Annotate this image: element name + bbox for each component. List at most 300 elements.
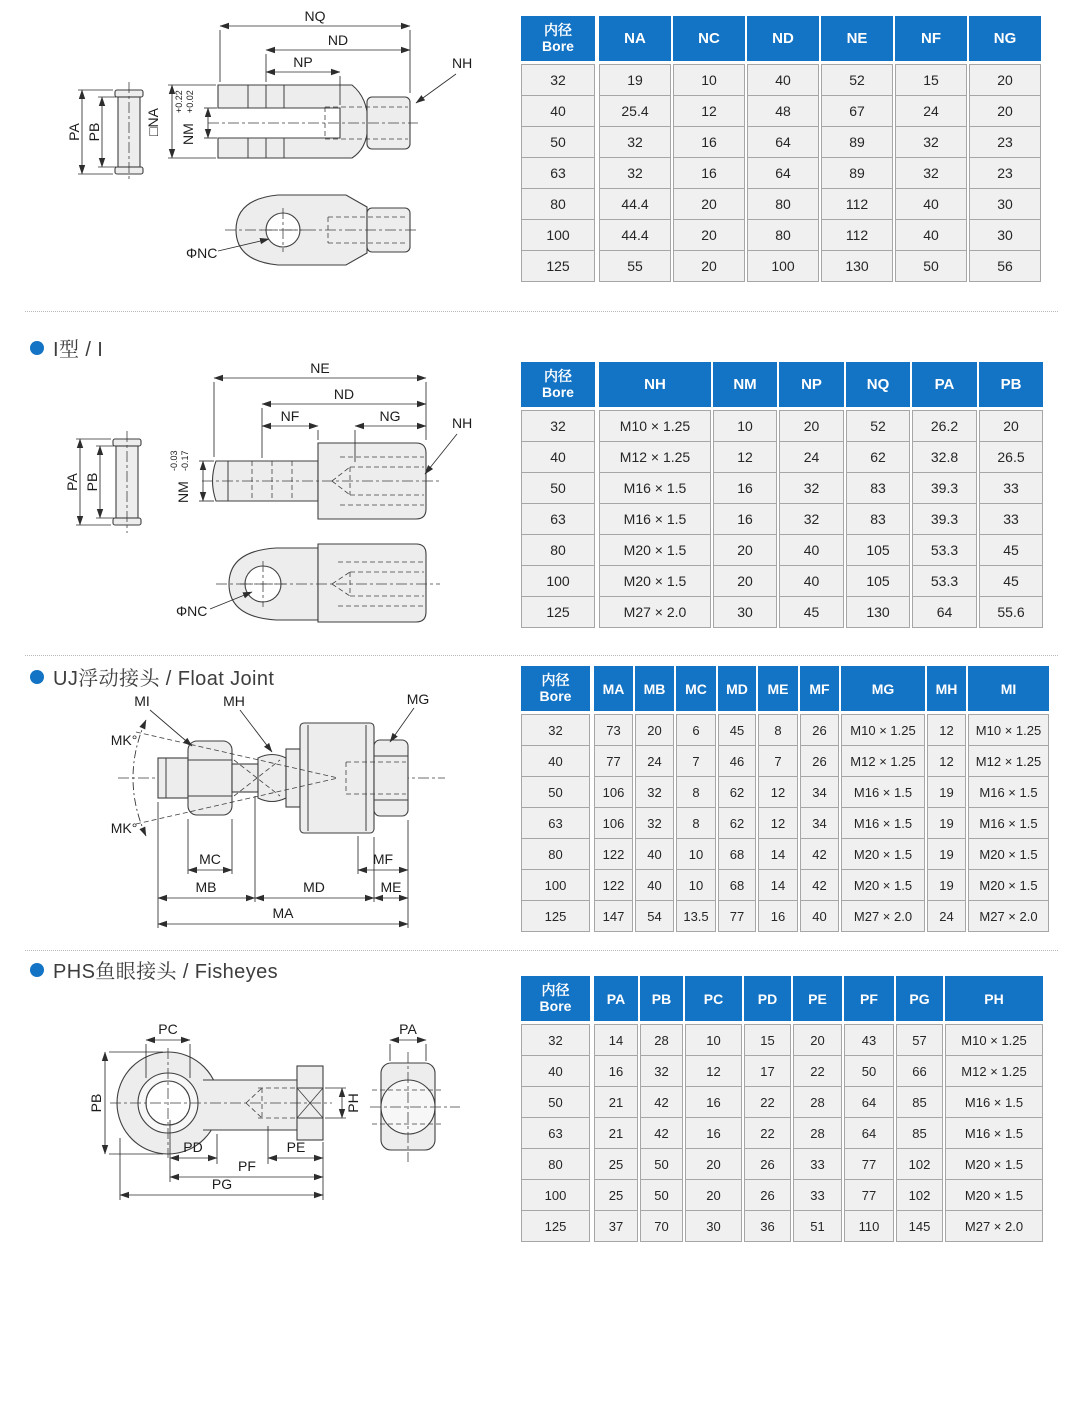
- bore-cell: 80: [521, 189, 595, 220]
- bore-cell: 50: [521, 1087, 590, 1118]
- value-cell: 21: [594, 1118, 638, 1149]
- dim-label-nm: NM: [180, 123, 196, 145]
- dim-label-mg: MG: [406, 691, 430, 707]
- bore-header: 内径 Bore: [521, 362, 595, 410]
- value-cell: 32: [779, 473, 844, 504]
- value-cell: 77: [594, 746, 633, 777]
- dim-label-phi-nc: ΦNC: [186, 245, 218, 261]
- value-cell: 33: [793, 1180, 842, 1211]
- bullet-icon: [30, 341, 44, 355]
- column-header: PA: [912, 362, 977, 410]
- value-cell: 30: [685, 1211, 742, 1242]
- value-cell: 55.6: [979, 597, 1043, 628]
- bore-cell: 125: [521, 1211, 590, 1242]
- value-cell: 10: [676, 870, 716, 901]
- value-cell: 89: [821, 158, 893, 189]
- value-cell: M16 × 1.5: [599, 473, 711, 504]
- value-cell: 73: [594, 714, 633, 746]
- value-cell: 130: [846, 597, 910, 628]
- value-cell: 26: [800, 714, 839, 746]
- value-cell: 89: [821, 127, 893, 158]
- value-cell: 25: [594, 1180, 638, 1211]
- value-cell: 45: [979, 566, 1043, 597]
- value-cell: M20 × 1.5: [841, 839, 925, 870]
- table-row: [521, 839, 1049, 870]
- column-header: MB: [635, 666, 674, 714]
- value-cell: 40: [635, 870, 674, 901]
- value-cell: 16: [685, 1118, 742, 1149]
- value-cell: 62: [718, 777, 756, 808]
- value-cell: 34: [800, 777, 839, 808]
- diagram-fisheye: [20, 1000, 500, 1250]
- value-cell: 10: [713, 410, 777, 442]
- dim-label-pb: PB: [86, 122, 102, 142]
- value-cell: 40: [779, 535, 844, 566]
- column-header: PA: [594, 976, 638, 1024]
- value-cell: 42: [640, 1087, 683, 1118]
- bore-cell: 32: [521, 64, 595, 96]
- table-row: [521, 158, 1041, 189]
- value-cell: 8: [676, 777, 716, 808]
- value-cell: 20: [673, 251, 745, 282]
- value-cell: M27 × 2.0: [968, 901, 1049, 932]
- dim-label-mc: MC: [199, 851, 221, 867]
- dim-label-pd: PD: [183, 1139, 203, 1155]
- bore-cell: 32: [521, 1024, 590, 1056]
- table-row: [521, 1087, 1043, 1118]
- column-header: ND: [747, 16, 819, 64]
- table-row: [521, 1118, 1043, 1149]
- dim-label-pa: PA: [399, 1021, 417, 1037]
- value-cell: 32: [599, 127, 671, 158]
- diagram-y-clevis: [20, 10, 500, 290]
- dim-label-mk-top: MK°: [110, 732, 138, 748]
- value-cell: 6: [676, 714, 716, 746]
- dim-label-pb: PB: [84, 472, 100, 492]
- value-cell: 33: [979, 504, 1043, 535]
- dim-label-pb: PB: [88, 1093, 104, 1113]
- tolerance-upper: +0.22: [174, 90, 184, 113]
- bullet-icon: [30, 670, 44, 684]
- bore-cell: 32: [521, 714, 590, 746]
- value-cell: 22: [744, 1087, 791, 1118]
- value-cell: 48: [747, 96, 819, 127]
- table-row: [521, 746, 1049, 777]
- value-cell: 25.4: [599, 96, 671, 127]
- value-cell: 64: [912, 597, 977, 628]
- section-divider: [25, 311, 1058, 312]
- bore-cell: 63: [521, 808, 590, 839]
- table-row: [521, 566, 1043, 597]
- column-header: PB: [979, 362, 1043, 410]
- value-cell: 85: [896, 1087, 943, 1118]
- value-cell: M16 × 1.5: [841, 808, 925, 839]
- value-cell: 20: [685, 1149, 742, 1180]
- value-cell: 13.5: [676, 901, 716, 932]
- value-cell: 23: [969, 127, 1041, 158]
- value-cell: 17: [744, 1056, 791, 1087]
- value-cell: M16 × 1.5: [599, 504, 711, 535]
- value-cell: 19: [927, 777, 966, 808]
- pin-side-view: [64, 431, 141, 533]
- value-cell: 19: [927, 870, 966, 901]
- value-cell: 54: [635, 901, 674, 932]
- dim-label-ph: PH: [345, 1093, 361, 1113]
- clevis-bottom-view: [186, 195, 418, 265]
- value-cell: 43: [844, 1024, 894, 1056]
- value-cell: 22: [793, 1056, 842, 1087]
- value-cell: 53.3: [912, 566, 977, 597]
- value-cell: 20: [713, 535, 777, 566]
- value-cell: 22: [744, 1118, 791, 1149]
- value-cell: M10 × 1.25: [841, 714, 925, 746]
- table-row: [521, 714, 1049, 746]
- float-joint-view: [111, 691, 445, 928]
- value-cell: M16 × 1.5: [945, 1087, 1043, 1118]
- value-cell: 39.3: [912, 504, 977, 535]
- bore-header: 内径 Bore: [521, 666, 590, 714]
- value-cell: 64: [747, 127, 819, 158]
- value-cell: 16: [758, 901, 798, 932]
- value-cell: 12: [713, 442, 777, 473]
- dim-label-nd: ND: [327, 32, 349, 48]
- value-cell: 32.8: [912, 442, 977, 473]
- value-cell: 12: [685, 1056, 742, 1087]
- column-header: MF: [800, 666, 839, 714]
- value-cell: M16 × 1.5: [841, 777, 925, 808]
- table-row: [521, 1056, 1043, 1087]
- bore-cell: 50: [521, 473, 595, 504]
- value-cell: 110: [844, 1211, 894, 1242]
- dim-label-pf: PF: [238, 1158, 256, 1174]
- value-cell: M16 × 1.5: [968, 808, 1049, 839]
- value-cell: 64: [747, 158, 819, 189]
- value-cell: M16 × 1.5: [968, 777, 1049, 808]
- dim-label-nh: NH: [452, 415, 473, 431]
- value-cell: 25: [594, 1149, 638, 1180]
- dim-label-pa: PA: [64, 473, 80, 491]
- i-type-front-view: [169, 362, 472, 519]
- value-cell: M27 × 2.0: [841, 901, 925, 932]
- bore-cell: 80: [521, 535, 595, 566]
- value-cell: 8: [676, 808, 716, 839]
- column-header: NG: [969, 16, 1041, 64]
- value-cell: 145: [896, 1211, 943, 1242]
- column-header: PG: [896, 976, 943, 1024]
- value-cell: 26: [800, 746, 839, 777]
- value-cell: M20 × 1.5: [599, 535, 711, 566]
- column-header: PB: [640, 976, 683, 1024]
- value-cell: 64: [844, 1118, 894, 1149]
- bore-cell: 40: [521, 96, 595, 127]
- column-header: PD: [744, 976, 791, 1024]
- dim-label-nf: NF: [280, 408, 300, 424]
- column-header: NH: [599, 362, 711, 410]
- section-divider: [25, 950, 1058, 951]
- dimension-table-fisheye: [519, 976, 1045, 1242]
- bore-cell: 100: [521, 566, 595, 597]
- bore-cell: 63: [521, 158, 595, 189]
- tolerance-lower: +0.02: [185, 90, 195, 113]
- fisheye-front-view: [88, 1021, 361, 1200]
- dim-label-phi-nc: ΦNC: [176, 603, 208, 619]
- column-header: NC: [673, 16, 745, 64]
- table-row: [521, 189, 1041, 220]
- bore-cell: 125: [521, 251, 595, 282]
- diagram-float-joint: [20, 690, 500, 940]
- column-header: NF: [895, 16, 967, 64]
- value-cell: 12: [673, 96, 745, 127]
- value-cell: M10 × 1.25: [945, 1024, 1043, 1056]
- dim-label-pc: PC: [158, 1021, 178, 1037]
- dim-label-mf: MF: [372, 851, 394, 867]
- value-cell: 112: [821, 189, 893, 220]
- bore-cell: 100: [521, 1180, 590, 1211]
- value-cell: 26.5: [979, 442, 1043, 473]
- column-header: NM: [713, 362, 777, 410]
- table-row: [521, 1211, 1043, 1242]
- value-cell: 62: [718, 808, 756, 839]
- value-cell: 37: [594, 1211, 638, 1242]
- value-cell: 40: [895, 189, 967, 220]
- value-cell: 20: [969, 96, 1041, 127]
- column-header: MH: [927, 666, 966, 714]
- value-cell: 40: [747, 64, 819, 96]
- dim-label-ng: NG: [379, 408, 401, 424]
- column-header: MA: [594, 666, 633, 714]
- column-header: MD: [718, 666, 756, 714]
- bore-cell: 100: [521, 220, 595, 251]
- value-cell: 24: [779, 442, 844, 473]
- value-cell: 52: [846, 410, 910, 442]
- tolerance-upper: -0.03: [169, 450, 179, 471]
- value-cell: 105: [846, 535, 910, 566]
- value-cell: 77: [844, 1180, 894, 1211]
- value-cell: 33: [979, 473, 1043, 504]
- value-cell: 32: [779, 504, 844, 535]
- clevis-front-view: [145, 10, 472, 158]
- table-row: [521, 808, 1049, 839]
- dim-label-nd: ND: [333, 386, 355, 402]
- value-cell: 16: [673, 158, 745, 189]
- dim-label-mh: MH: [223, 693, 245, 709]
- bore-cell: 63: [521, 504, 595, 535]
- dimension-table-y-clevis: [519, 16, 1043, 282]
- column-header: NE: [821, 16, 893, 64]
- value-cell: 52: [821, 64, 893, 96]
- value-cell: 32: [640, 1056, 683, 1087]
- value-cell: 14: [758, 870, 798, 901]
- value-cell: 50: [640, 1149, 683, 1180]
- value-cell: 42: [800, 870, 839, 901]
- value-cell: 40: [895, 220, 967, 251]
- value-cell: 16: [713, 504, 777, 535]
- value-cell: 30: [969, 189, 1041, 220]
- bore-cell: 40: [521, 746, 590, 777]
- value-cell: 30: [713, 597, 777, 628]
- value-cell: 40: [779, 566, 844, 597]
- bore-cell: 40: [521, 442, 595, 473]
- value-cell: 55: [599, 251, 671, 282]
- column-header: NP: [779, 362, 844, 410]
- value-cell: 45: [718, 714, 756, 746]
- bore-cell: 80: [521, 839, 590, 870]
- value-cell: 40: [635, 839, 674, 870]
- value-cell: 23: [969, 158, 1041, 189]
- value-cell: M20 × 1.5: [945, 1149, 1043, 1180]
- i-type-bottom-view: [176, 544, 440, 622]
- bore-cell: 63: [521, 1118, 590, 1149]
- value-cell: 24: [927, 901, 966, 932]
- value-cell: 147: [594, 901, 633, 932]
- column-header: MI: [968, 666, 1049, 714]
- value-cell: 106: [594, 777, 633, 808]
- value-cell: 85: [896, 1118, 943, 1149]
- value-cell: 16: [685, 1087, 742, 1118]
- value-cell: 12: [927, 714, 966, 746]
- value-cell: 50: [640, 1180, 683, 1211]
- dim-label-nm: NM: [175, 481, 191, 503]
- dim-label-mi: MI: [134, 693, 150, 709]
- value-cell: 10: [676, 839, 716, 870]
- value-cell: 20: [673, 189, 745, 220]
- value-cell: 26: [744, 1149, 791, 1180]
- dim-label-mk-bottom: MK°: [110, 820, 138, 836]
- value-cell: 42: [800, 839, 839, 870]
- column-header: NA: [599, 16, 671, 64]
- value-cell: 8: [758, 714, 798, 746]
- table-row: [521, 64, 1041, 96]
- value-cell: M20 × 1.5: [968, 870, 1049, 901]
- value-cell: 66: [896, 1056, 943, 1087]
- value-cell: 102: [896, 1149, 943, 1180]
- section-divider: [25, 655, 1058, 656]
- value-cell: 106: [594, 808, 633, 839]
- value-cell: M20 × 1.5: [599, 566, 711, 597]
- value-cell: 33: [793, 1149, 842, 1180]
- value-cell: 20: [673, 220, 745, 251]
- value-cell: 51: [793, 1211, 842, 1242]
- value-cell: 16: [713, 473, 777, 504]
- value-cell: 28: [793, 1118, 842, 1149]
- value-cell: 10: [673, 64, 745, 96]
- table-row: [521, 1024, 1043, 1056]
- value-cell: M20 × 1.5: [945, 1180, 1043, 1211]
- bore-cell: 80: [521, 1149, 590, 1180]
- dim-label-square-na: □NA: [145, 108, 161, 136]
- value-cell: M12 × 1.25: [841, 746, 925, 777]
- value-cell: M10 × 1.25: [968, 714, 1049, 746]
- value-cell: 32: [635, 808, 674, 839]
- fisheye-side-view: [370, 1021, 460, 1162]
- value-cell: 70: [640, 1211, 683, 1242]
- value-cell: 77: [718, 901, 756, 932]
- bore-header: 内径 Bore: [521, 976, 590, 1024]
- value-cell: 80: [747, 220, 819, 251]
- value-cell: 53.3: [912, 535, 977, 566]
- table-row: [521, 127, 1041, 158]
- value-cell: 30: [969, 220, 1041, 251]
- value-cell: 16: [594, 1056, 638, 1087]
- table-row: [521, 1180, 1043, 1211]
- section-heading-fisheyes: [30, 955, 278, 984]
- value-cell: 68: [718, 870, 756, 901]
- value-cell: 122: [594, 870, 633, 901]
- value-cell: 67: [821, 96, 893, 127]
- value-cell: 77: [844, 1149, 894, 1180]
- value-cell: 50: [844, 1056, 894, 1087]
- table-row: [521, 504, 1043, 535]
- dim-label-ma: MA: [272, 905, 294, 921]
- value-cell: 105: [846, 566, 910, 597]
- value-cell: 10: [685, 1024, 742, 1056]
- value-cell: 14: [594, 1024, 638, 1056]
- value-cell: 20: [969, 64, 1041, 96]
- bore-cell: 125: [521, 597, 595, 628]
- value-cell: 15: [744, 1024, 791, 1056]
- value-cell: M20 × 1.5: [841, 870, 925, 901]
- table-row: [521, 870, 1049, 901]
- value-cell: 19: [927, 839, 966, 870]
- dim-label-np: NP: [293, 54, 313, 70]
- value-cell: M12 × 1.25: [968, 746, 1049, 777]
- table-row: [521, 901, 1049, 932]
- value-cell: 32: [895, 127, 967, 158]
- value-cell: 24: [895, 96, 967, 127]
- dim-label-nq: NQ: [304, 10, 326, 24]
- bore-cell: 125: [521, 901, 590, 932]
- value-cell: 7: [676, 746, 716, 777]
- column-header: NQ: [846, 362, 910, 410]
- value-cell: 64: [844, 1087, 894, 1118]
- dim-label-ne: NE: [310, 362, 330, 376]
- bore-cell: 50: [521, 127, 595, 158]
- value-cell: 122: [594, 839, 633, 870]
- value-cell: 42: [640, 1118, 683, 1149]
- value-cell: 68: [718, 839, 756, 870]
- value-cell: 21: [594, 1087, 638, 1118]
- value-cell: 15: [895, 64, 967, 96]
- column-header: PC: [685, 976, 742, 1024]
- value-cell: 46: [718, 746, 756, 777]
- column-header: PF: [844, 976, 894, 1024]
- value-cell: M12 × 1.25: [599, 442, 711, 473]
- section-heading-i-type: [30, 333, 103, 362]
- dim-label-pg: PG: [211, 1176, 233, 1192]
- column-header: PH: [945, 976, 1043, 1024]
- bore-cell: 32: [521, 410, 595, 442]
- value-cell: M27 × 2.0: [599, 597, 711, 628]
- value-cell: 28: [640, 1024, 683, 1056]
- value-cell: 40: [800, 901, 839, 932]
- dim-label-pa: PA: [66, 123, 82, 141]
- bullet-icon: [30, 963, 44, 977]
- value-cell: M12 × 1.25: [945, 1056, 1043, 1087]
- table-row: [521, 1149, 1043, 1180]
- value-cell: 44.4: [599, 220, 671, 251]
- table-row: [521, 597, 1043, 628]
- column-header: ME: [758, 666, 798, 714]
- section-heading-text: UJ浮动接头 / Float Joint: [53, 668, 275, 690]
- table-row: [521, 251, 1041, 282]
- value-cell: 45: [979, 535, 1043, 566]
- value-cell: 12: [758, 777, 798, 808]
- section-heading-text: I型 / I: [53, 339, 104, 361]
- bore-cell: 50: [521, 777, 590, 808]
- value-cell: 20: [793, 1024, 842, 1056]
- pin-side-view: [66, 82, 143, 182]
- value-cell: 130: [821, 251, 893, 282]
